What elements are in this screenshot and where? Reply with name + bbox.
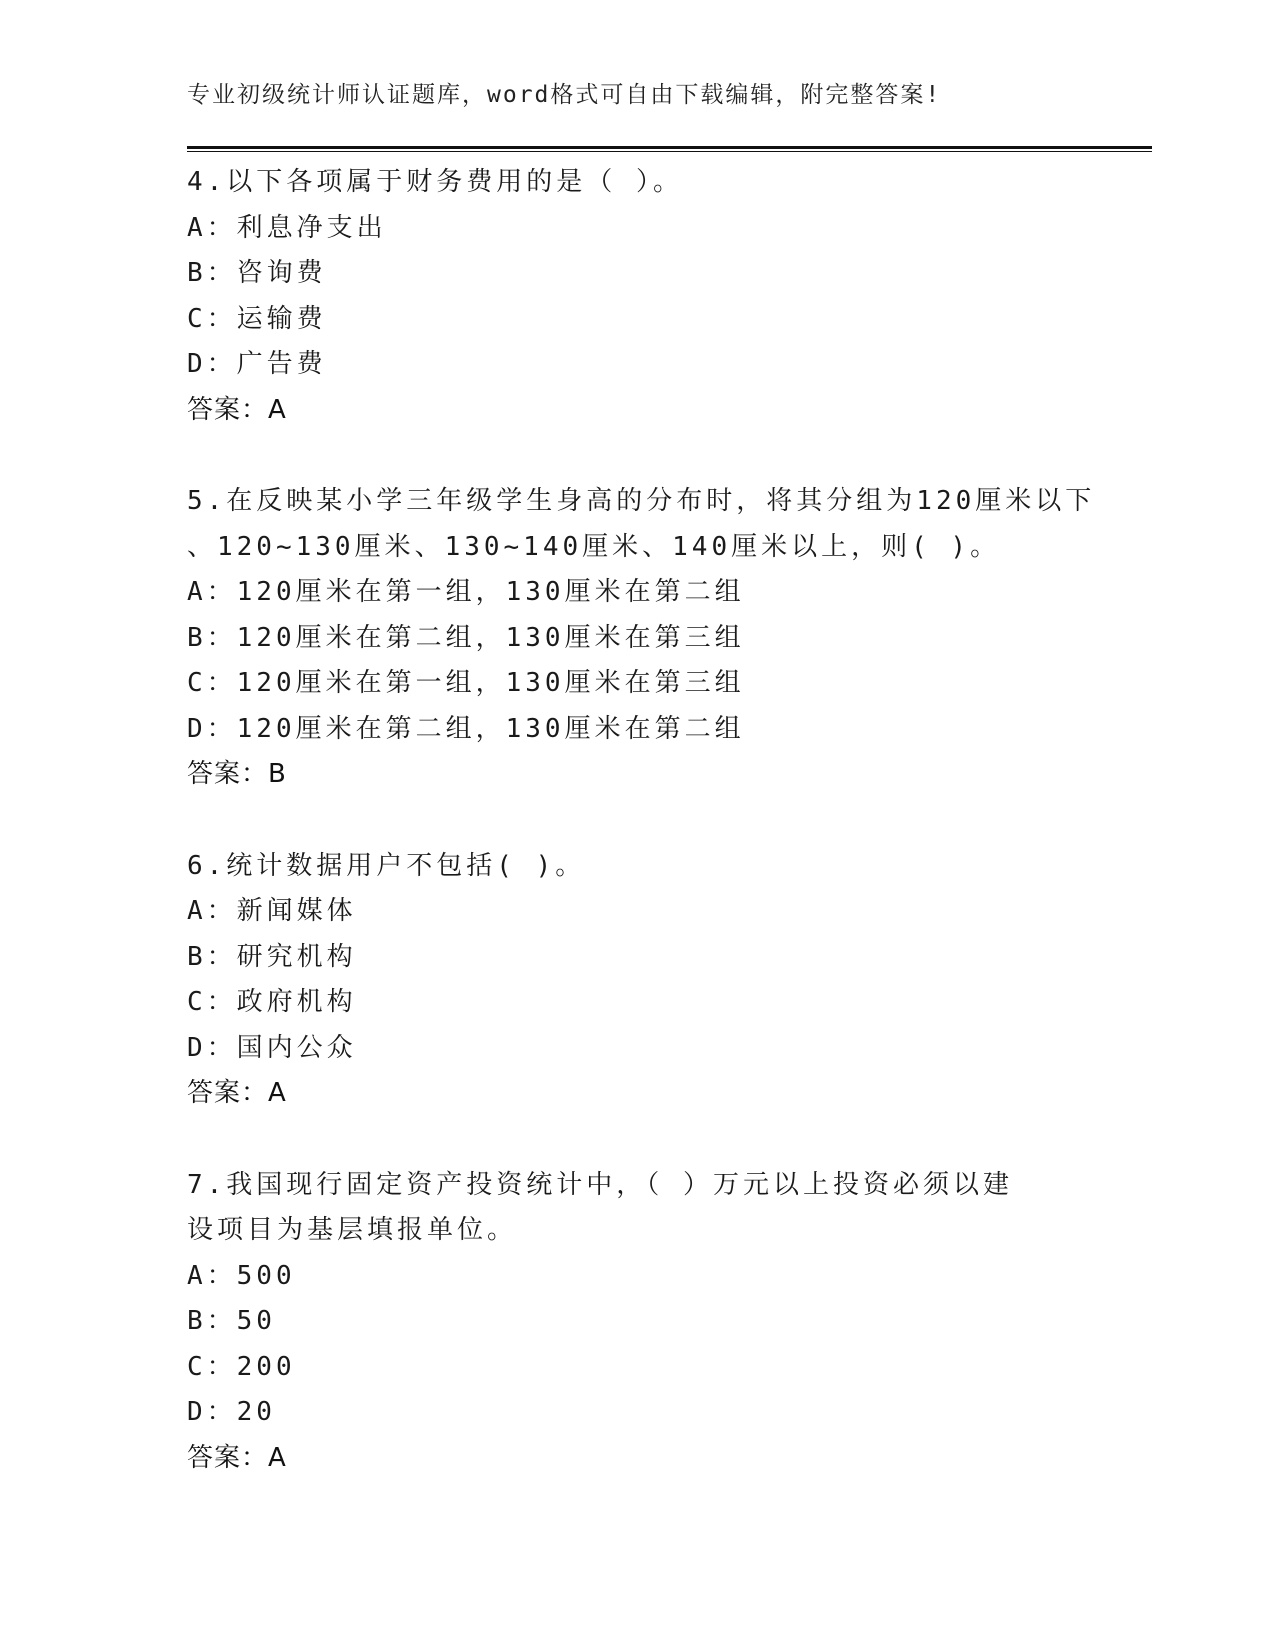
option-d: D：20 [187,1397,276,1427]
option-a: A：120厘米在第一组，130厘米在第二组 [187,577,745,607]
option-b: B：120厘米在第二组，130厘米在第三组 [187,622,745,653]
option-a: A：利息净支出 [187,212,387,243]
option-c: C：120厘米在第一组，130厘米在第三组 [187,668,745,698]
question-5 [187,479,1096,798]
question-stem-continued: 、120~130厘米、130~140厘米、140厘米以上，则( )。 [187,531,1001,562]
question-list [187,160,1096,1527]
option-b: B：研究机构 [187,941,357,972]
option-c: C：运输费 [187,303,327,334]
header-rule-thin [187,151,1152,152]
option-c: C：政府机构 [187,987,357,1017]
option-a: A：新闻媒体 [187,896,357,926]
question-6 [187,844,1077,1117]
answer-line: 答案：A [187,394,287,425]
header-rule-thick [187,146,1152,149]
option-d: D：国内公众 [187,1032,357,1063]
question-stem-continued: 设项目为基层填报单位。 [187,1215,518,1245]
question-stem: 7.我国现行固定资产投资统计中，（ ）万元以上投资必须以建 [187,1169,1013,1200]
question-stem: 5.在反映某小学三年级学生身高的分布时，将其分组为120厘米以下 [187,486,1096,516]
page-header: 专业初级统计师认证题库，word格式可自由下载编辑，附完整答案! [187,82,942,108]
option-b: B：咨询费 [187,258,327,288]
option-c: C：200 [187,1351,296,1382]
option-a: A：500 [187,1260,296,1291]
answer-line: 答案：A [187,1442,287,1473]
answer-line: 答案：A [187,1078,287,1108]
option-d: D：广告费 [187,349,327,379]
question-stem: 4.以下各项属于财务费用的是（ ）。 [187,167,683,197]
question-4 [187,160,1077,433]
option-d: D：120厘米在第二组，130厘米在第二组 [187,713,745,744]
question-stem: 6.统计数据用户不包括( )。 [187,850,586,881]
question-7 [187,1163,1077,1482]
answer-line: 答案：B [187,759,287,789]
option-b: B：50 [187,1306,276,1336]
